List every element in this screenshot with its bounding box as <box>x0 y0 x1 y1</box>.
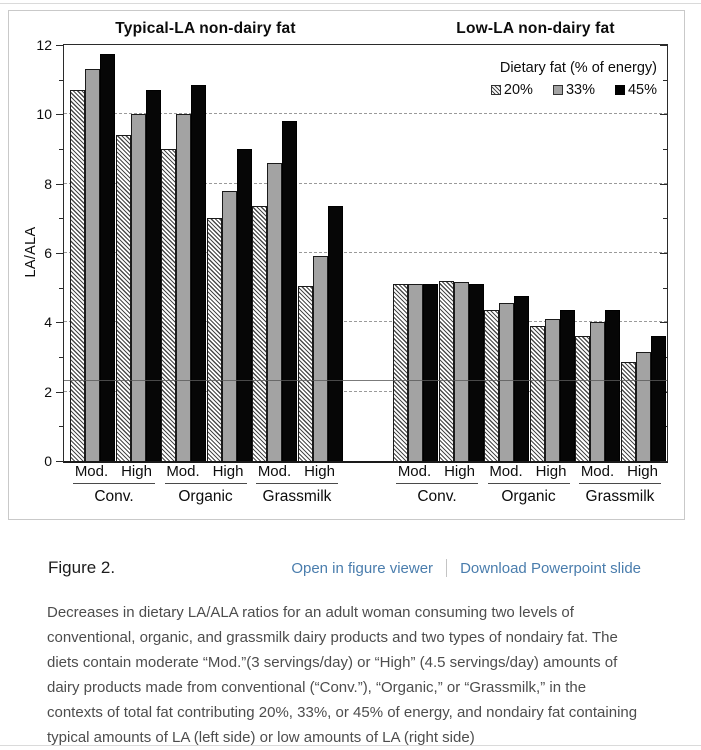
x-dairy-label: Conv. <box>94 488 134 505</box>
y-tick-label: 10 <box>36 106 52 123</box>
bar-45pct <box>282 121 297 461</box>
y-tick <box>59 288 64 289</box>
bar-45pct <box>423 284 438 461</box>
x-dairy-label: Conv. <box>417 488 457 505</box>
x-pair-rule <box>256 483 338 484</box>
legend-entry-20pct <box>491 82 533 98</box>
bar-group-conv-high <box>116 90 161 461</box>
y-tick-label: 6 <box>44 245 52 261</box>
bar-33pct <box>408 284 423 461</box>
x-pair-rule <box>579 483 661 484</box>
figure-image[interactable] <box>8 10 685 520</box>
bar-panel <box>393 45 666 461</box>
x-level-label: Mod. <box>397 463 432 480</box>
x-level-labels <box>484 463 574 480</box>
bar-20pct <box>207 218 222 461</box>
x-group-grassmilk <box>252 463 342 506</box>
bar-group-organic-high <box>207 149 252 461</box>
x-level-label: High <box>627 463 658 480</box>
y-tick-label: 8 <box>44 175 52 192</box>
right-panel-title: Low-LA non-dairy fat <box>456 20 615 37</box>
bar-group-conv-high <box>439 281 484 461</box>
bar-33pct <box>499 303 514 461</box>
reference-line <box>64 380 667 381</box>
download-powerpoint-link[interactable]: Download Powerpoint slide <box>460 559 641 577</box>
x-axis-panel <box>392 463 665 506</box>
y-axis-label: LA/ALA <box>23 226 39 278</box>
open-figure-viewer-link[interactable]: Open in figure viewer <box>291 559 434 577</box>
x-axis-panel <box>69 463 342 506</box>
bar-33pct <box>545 319 560 461</box>
bar-33pct <box>85 69 100 461</box>
bar-panel <box>70 45 343 461</box>
x-group-organic <box>161 463 251 506</box>
legend-entry-45pct <box>615 82 657 98</box>
legend-entry-label: 33% <box>565 82 595 98</box>
bar-20pct <box>252 206 267 461</box>
bar-33pct <box>267 163 282 461</box>
legend-entries <box>491 82 657 98</box>
x-level-labels <box>69 463 159 480</box>
y-tick <box>59 357 64 358</box>
figure-label: Figure 2. <box>48 558 116 577</box>
bar-45pct <box>328 206 343 461</box>
bar-20pct <box>161 149 176 461</box>
y-tick <box>56 184 64 185</box>
y-tick <box>59 218 64 219</box>
legend-marker-gray <box>553 85 563 95</box>
bar-group-grassmilk-high <box>621 336 666 461</box>
bar-20pct <box>439 281 454 461</box>
bar-group-grassmilk-high <box>298 206 343 461</box>
legend-entry-33pct <box>553 82 595 98</box>
bar-45pct <box>560 310 575 461</box>
x-dairy-label: Grassmilk <box>585 488 655 505</box>
x-level-labels <box>575 463 665 480</box>
bar-group-organic-high <box>530 310 575 461</box>
bar-20pct <box>530 326 545 461</box>
y-tick <box>59 149 64 150</box>
figure-links <box>291 559 641 577</box>
y-tick <box>56 253 64 254</box>
x-level-labels <box>392 463 482 480</box>
x-level-label: High <box>444 463 475 480</box>
legend-marker-hatched <box>491 85 501 95</box>
bar-45pct <box>514 296 529 461</box>
bar-20pct <box>484 310 499 461</box>
bar-20pct <box>575 336 590 461</box>
bar-45pct <box>469 284 484 461</box>
y-tick-label: 4 <box>44 314 52 331</box>
legend-marker-black <box>615 85 625 95</box>
bar-33pct <box>131 114 146 461</box>
bar-45pct <box>100 54 115 461</box>
bar-20pct <box>116 135 131 461</box>
x-level-labels <box>252 463 342 480</box>
bar-45pct <box>146 90 161 461</box>
x-pair-rule <box>73 483 155 484</box>
bar-45pct <box>605 310 620 461</box>
bar-20pct <box>393 284 408 461</box>
x-axis <box>63 463 666 519</box>
x-level-label: Mod. <box>580 463 615 480</box>
bar-group-conv-mod <box>70 54 115 461</box>
top-divider <box>0 3 701 4</box>
bar-20pct <box>70 90 85 461</box>
bar-group-grassmilk-mod <box>575 310 620 461</box>
bar-45pct <box>191 85 206 461</box>
plot-area <box>36 37 668 469</box>
bar-group-organic-mod <box>161 85 206 461</box>
link-separator <box>446 559 447 577</box>
y-tick <box>56 114 64 115</box>
y-tick <box>56 461 64 462</box>
y-tick <box>660 461 667 462</box>
bar-33pct <box>313 256 328 461</box>
bar-20pct <box>298 286 313 461</box>
figure-caption: Decreases in dietary LA/ALA ratios for an adult woman consuming two levels of conventional, organic, and grassmilk dairy products and two types of nondairy fat. The diets contain moderate “Mod.”(3 servings/day) or “High” (4.5 servings/day) amounts of dairy products made from conventional (“Conv.”), “Organic,” or “Grassmilk,” in the contexts of total fat contributing 20%, 33%, or 45% of energy, and nondairy fat containing typical amounts of LA (left side) or low amounts of LA (right side) <box>47 604 638 746</box>
legend-title: Dietary fat (% of energy) <box>499 60 657 76</box>
x-dairy-label: Grassmilk <box>262 488 332 505</box>
y-tick <box>56 45 64 46</box>
figure-caption-header <box>48 558 641 578</box>
x-level-label: Mod. <box>166 463 200 480</box>
bar-group-organic-mod <box>484 296 529 461</box>
x-level-label: High <box>121 463 152 480</box>
y-tick <box>56 392 64 393</box>
x-level-label: Mod. <box>489 463 523 480</box>
y-tick <box>59 426 64 427</box>
x-group-grassmilk <box>575 463 665 506</box>
y-tick-label: 2 <box>44 383 52 400</box>
x-pair-rule <box>396 483 478 484</box>
bar-33pct <box>454 282 469 461</box>
x-group-organic <box>484 463 574 506</box>
legend-entry-label: 20% <box>503 82 533 98</box>
x-pair-rule <box>165 483 247 484</box>
bottom-divider <box>0 745 701 746</box>
bar-33pct <box>222 191 237 461</box>
x-dairy-label: Organic <box>501 488 556 505</box>
bar-group-conv-mod <box>393 284 438 461</box>
x-level-label: Mod. <box>74 463 109 480</box>
bar-20pct <box>621 362 636 461</box>
y-tick <box>59 80 64 81</box>
bar-group-grassmilk-mod <box>252 121 297 461</box>
bar-45pct <box>651 336 666 461</box>
legend <box>491 60 657 98</box>
y-tick-label: 12 <box>36 37 52 53</box>
bar-33pct <box>176 114 191 461</box>
x-group-conv <box>392 463 482 506</box>
x-level-label: High <box>212 463 244 480</box>
legend-entry-label: 45% <box>627 82 657 98</box>
x-level-label: High <box>535 463 567 480</box>
x-level-label: High <box>304 463 335 480</box>
left-panel-title: Typical-LA non-dairy fat <box>115 20 296 37</box>
x-dairy-label: Organic <box>178 488 233 505</box>
x-level-labels <box>161 463 251 480</box>
y-tick-label: 0 <box>44 453 52 469</box>
x-pair-rule <box>488 483 570 484</box>
x-level-label: Mod. <box>257 463 292 480</box>
bar-33pct <box>590 322 605 461</box>
x-group-conv <box>69 463 159 506</box>
y-tick <box>56 322 64 323</box>
bar-33pct <box>636 352 651 461</box>
bar-45pct <box>237 149 252 461</box>
